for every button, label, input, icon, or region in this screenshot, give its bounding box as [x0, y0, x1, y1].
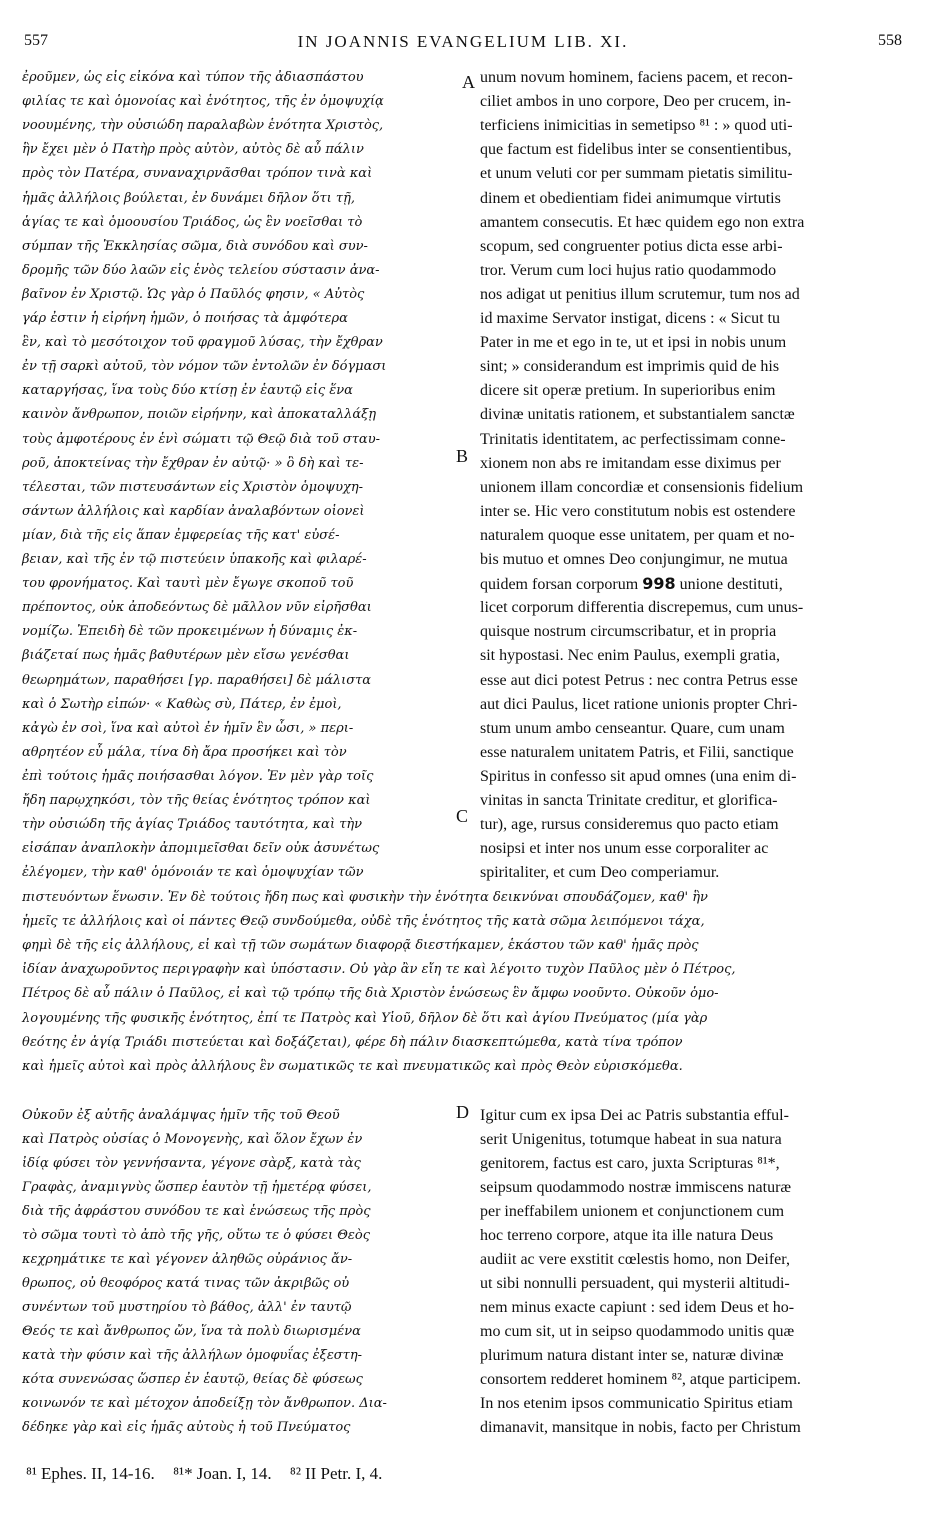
latin-text-line: licet corporum differentia discrepemus, cum unus- [480, 599, 804, 617]
greek-text-line: κατὰ τὴν φύσιν καὶ τῆς ἀλλήλων ὁμοφυΐας ἐξεστη- [22, 1348, 363, 1363]
greek-text-line: νοουμένης, τὴν οὐσιώδη παραλαβὼν ἑνότητα Χριστὸς, [22, 118, 384, 134]
greek-text-line: καινὸν ἄνθρωπον, ποιῶν εἰρήνην, καὶ ἀποκαταλλάξῃ [22, 407, 377, 423]
latin-text-line: sit hypostasi. Nec enim Paulus, exempli gratia, [480, 647, 780, 665]
latin-text-line: nos adigat ut penitius illum scrutemur, tum nos ad [480, 285, 800, 303]
latin-text-line: nem minus exacte capiunt : sed idem Deus et ho- [480, 1299, 795, 1316]
section-marker-c: C [456, 806, 469, 826]
greek-text-line: λογουμένης τῆς φυσικῆς ἑνότητος, ἐπί τε Πατρὸς καὶ Υἱοῦ, δῆλον δὲ ὅτι καὶ ἁγίου Πνεύματος (μία γὰρ [22, 1010, 708, 1026]
greek-text-line: ἰδίαν ἀναχωροῦντος περιγραφὴν καὶ ὑπόστασιν. Οὐ γὰρ ἂν εἴη τε καὶ λέγοιτο τυχὸν Παῦλος μὲν ὁ Πέτρος, [22, 962, 736, 978]
latin-text-line: Igitur cum ex ipsa Dei ac Patris substantia efful- [480, 1107, 789, 1124]
footnote-mark: ⁸¹ [26, 1464, 38, 1483]
latin-text-line: dimanavit, mansitque in nobis, facto per Christum [480, 1419, 801, 1436]
greek-text-line: θρωπος, οὐ θεοφόρος κατά τινας τῶν ἀκριβῶς οὐ [22, 1276, 350, 1291]
latin-text-line: Trinitatis identitatem, ac perfectissimam conne- [480, 430, 786, 448]
greek-text-line: ἤδη παρῳχηκόσι, τὸν τῆς θείας ἑνότητος τρόπον καὶ [22, 793, 371, 808]
greek-text-line: ἣν ἔχει μὲν ὁ Πατὴρ πρὸς αὐτὸν, αὐτὸς δὲ αὖ πάλιν [22, 142, 364, 158]
latin-text-line: mo cum sit, ut in seipso quodammodo unitis quæ [480, 1323, 795, 1340]
greek-text-line: κοινωνόν τε καὶ μέτοχον ἀποδείξῃ τὸν ἄνθρωπον. Δια- [22, 1396, 387, 1411]
greek-text-line: δέδηκε γὰρ καὶ εἰς ἡμᾶς αὐτοὺς ἡ τοῦ Πνεύματος [22, 1420, 351, 1435]
greek-text-line: καὶ Πατρὸς οὐσίας ὁ Μονογενὴς, καὶ ὅλον ἔχων ἐν [22, 1132, 363, 1147]
greek-text-line: σύμπαν τῆς Ἐκκλησίας σῶμα, διὰ συνόδου καὶ συν- [22, 238, 368, 254]
latin-text-line: plurimum natura distant inter se, naturæ divinæ [480, 1347, 784, 1364]
greek-text-line: τὴν οὐσιώδη τῆς ἁγίας Τριάδος ταυτότητα, καὶ τὴν [22, 817, 363, 833]
latin-text-line: bis mutuo et omnes Deo conjungimur, ne mutua [480, 551, 788, 568]
greek-text-line: βαῖνον ἐν Χριστῷ. Ὡς γὰρ ὁ Παῦλός φησιν, « Αὐτὸς [22, 286, 365, 302]
greek-text-line: Θεός τε καὶ ἄνθρωπος ὤν, ἵνα τὰ πολὺ διωρισμένα [22, 1324, 361, 1339]
greek-text-line: συνέντων τοῦ μυστηρίου τὸ βάθος, ἀλλ' ἐν ταυτῷ [22, 1300, 352, 1315]
footnote-text: Joan. I, 14. [196, 1464, 272, 1483]
latin-text-line: unum novum hominem, faciens pacem, et recon- [480, 69, 793, 86]
greek-text-line: δρομῆς τῶν δύο λαῶν εἰς ἑνὸς τελείου σύστασιν ἀνα- [22, 262, 380, 278]
greek-text-line: ἡμεῖς τε ἀλλήλοις καὶ οἱ πάντες Θεῷ συνδούμεθα, οὐδὲ τῆς ἑνότητος τῆς κατὰ σῶμα λειπόμενοι τάχα, [22, 914, 705, 930]
footnote-mark: ⁸¹* [173, 1464, 193, 1483]
greek-text-line: ἁγίας τε καὶ ὁμοουσίου Τριάδος, ὡς ἓν νοεῖσθαι τὸ [22, 214, 363, 230]
footnote-text: II Petr. I, 4. [304, 1464, 383, 1483]
latin-text-line: audiit ac vere exstitit cœlestis homo, non Deifer, [480, 1251, 790, 1268]
latin-text-line: Pater in me et ego in te, ut et ipsi in nobis unum [480, 334, 787, 352]
latin-text-line: genitorem, factus est caro, juxta Scripturas ⁸¹*, [480, 1155, 780, 1172]
latin-text-line: sint; » considerandum est imprimis quid de his [480, 358, 780, 376]
latin-text-line: ciliet ambos in uno corpore, Deo per crucem, in- [480, 93, 791, 111]
latin-text-line: spiritaliter, et cum Deo comperiamur. [480, 864, 720, 882]
greek-text-line: τοὺς ἀμφοτέρους ἐν ἑνὶ σώματι τῷ Θεῷ διὰ τοῦ σταυ- [22, 431, 381, 447]
latin-text-line: hoc terreno corpore, atque ita ille natura Deus [480, 1227, 774, 1244]
latin-text-line: quidem forsan corporum 998 unione destituti, [480, 574, 783, 594]
latin-text-line: inter se. Hic vero constitutum nobis est ostendere [480, 502, 796, 520]
latin-text-line: per ineffabilem unionem et conjunctionem cum [480, 1203, 785, 1220]
greek-text-line: κεχρημάτικε τε καὶ γέγονεν ἀληθῶς οὐράνιος ἄν- [22, 1252, 353, 1267]
latin-text-line: stum unum ambo censeantur. Quare, cum unam [480, 719, 785, 737]
section-marker-d: D [456, 1102, 469, 1122]
greek-text-line: αθρητέον εὖ μάλα, τίνα δὴ ἄρα προσήκει καὶ τὸν [22, 744, 347, 760]
greek-text-line: πιστευόντων ἕνωσιν. Ἐν δὲ τούτοις ἤδη πως καὶ φυσικὴν τὴν ἑνότητα δεικνύναι σπουδάζομεν, καθ' ἣν [22, 890, 708, 905]
latin-text-line: esse naturalem unitatem Patris, et Filii, sanctique [480, 743, 794, 761]
greek-text-line: Πέτρος δὲ αὖ πάλιν ὁ Παῦλος, εἰ καὶ τῷ τρόπῳ τῆς διὰ Χριστὸν ἑνώσεως ἓν ἄμφω νοοῦντο. Οὐκοῦν ὁμο- [22, 986, 719, 1002]
latin-text-line: naturalem quoque esse unitatem, per quam et no- [480, 526, 795, 544]
section-marker-a: A [462, 72, 475, 92]
greek-text-line: καὶ ἡμεῖς αὐτοὶ καὶ πρὸς ἀλλήλους ἓν σωματικῶς τε καὶ πνευματικῶς καὶ πρὸς Θεὸν εὑρισκόμεθα. [22, 1058, 683, 1074]
running-title: IN JOANNIS EVANGELIUM LIB. XI. [297, 32, 629, 51]
latin-text-line: tror. Verum cum loci hujus ratio quodammodo [480, 261, 777, 279]
greek-text-line: γάρ ἐστιν ἡ εἰρήνη ἡμῶν, ὁ ποιήσας τὰ ἀμφότερα [22, 311, 348, 326]
latin-text-line: In nos etenim ipsos communicatio Spiritus etiam [480, 1395, 793, 1412]
greek-text-line: κότα συνενώσας ὥσπερ ἐν ἑαυτῷ, θείας δὲ φύσεως [22, 1372, 363, 1387]
greek-text-line: καὶ ὁ Σωτὴρ εἰπών· « Καθὼς σὺ, Πάτερ, ἐν ἐμοὶ, [22, 696, 342, 712]
greek-text-line: σάντων ἀλλήλοις καὶ καρδίαν ἀναλαβόντων οἱονεὶ [22, 503, 365, 519]
latin-text-line: dicere sit operæ pretium. In superioribus enim [480, 382, 776, 400]
latin-text-line: vinitas in sancta Trinitate creditur, et glorifica- [480, 792, 778, 809]
latin-text-line: divinæ unitatis rationem, et substantialem sanctæ [480, 406, 795, 424]
greek-text-line: μίαν, διὰ τῆς εἰς ἅπαν ἐμφερείας τῆς κατ' εὐσέ- [22, 527, 340, 543]
right-page-number: 558 [878, 32, 902, 49]
latin-text-line: nosipsi et inter nos unum esse corporaliter ac [480, 840, 769, 858]
greek-text-line: Οὐκοῦν ἐξ αὐτῆς ἀναλάμψας ἡμῖν τῆς τοῦ Θεοῦ [22, 1108, 340, 1123]
latin-text-line: xionem non abs re imitandam esse diximus per [480, 454, 781, 472]
greek-text-line: νομίζω. Ἐπειδὴ δὲ τῶν προκειμένων ἡ δύναμις ἐκ- [22, 624, 358, 640]
latin-text-line: aut dici Paulus, licet ratione unionis propter Chri- [480, 695, 798, 713]
greek-text-line: ἡμᾶς ἀλλήλοις βούλεται, ἐν δυνάμει δῆλον ὅτι τῇ, [22, 190, 355, 206]
greek-text-line: Γραφὰς, ἀναμιγνὺς ὥσπερ ἑαυτὸν τῇ ἡμετέρᾳ φύσει, [22, 1180, 372, 1195]
greek-text-line: εἰσάπαν ἀναπλοκὴν ἀπομιμεῖσθαι δεῖν οὐκ ἀσυνέτως [22, 841, 380, 857]
latin-text-line: seipsum quodammodo nostræ immiscens naturæ [480, 1179, 792, 1196]
greek-text-line: ἰδίᾳ φύσει τὸν γεννήσαντα, γέγονε σὰρξ, κατὰ τὰς [22, 1156, 361, 1171]
latin-text-line: terficiens inimicitias in semetipso ⁸¹ : » quod uti- [480, 117, 793, 135]
section-marker-b: B [456, 446, 469, 466]
latin-text-line: dinem et obedientiam fidei animumque virtutis [480, 189, 781, 207]
latin-text-line: esse aut dici potest Petrus : nec contra Petrus esse [480, 671, 798, 689]
column-number: 998 [642, 574, 676, 594]
greek-text-line: τέλεσται, τῶν πιστευσάντων εἰς Χριστὸν ὁμοψυχη- [22, 479, 364, 495]
greek-text-line: βιάζεταί πως ἡμᾶς βαθυτέρων μὲν εἴσω γενέσθαι [22, 648, 350, 664]
greek-text-line: βειαν, καὶ τῆς ἐν τῷ πιστεύειν ὑπακοῆς καὶ φιλαρέ- [22, 552, 367, 567]
greek-text-line: διὰ τῆς ἀφράστου συνόδου τε καὶ ἑνώσεως τῆς πρὸς [22, 1204, 371, 1219]
greek-text-line: καταργήσας, ἵνα τοὺς δύο κτίσῃ ἐν ἑαυτῷ εἰς ἕνα [22, 383, 353, 399]
left-page-number: 557 [24, 32, 48, 49]
page-header [0, 0, 926, 60]
latin-text-line: amantem consecutis. Et hæc quidem ego non extra [480, 213, 805, 231]
greek-text-line: κἀγὼ ἐν σοὶ, ἵνα καὶ αὐτοὶ ἐν ἡμῖν ἓν ὦσι, » περι- [22, 720, 354, 736]
latin-text-line: et unum veluti cor per summam pietatis similitu- [480, 165, 793, 183]
greek-text-line: ἐν τῇ σαρκὶ αὐτοῦ, τὸν νόμον τῶν ἐντολῶν ἐν δόγμασι [22, 359, 387, 375]
latin-text-line: Spiritus in confesso sit apud omnes (una enim di- [480, 767, 797, 785]
latin-text-line: que factum est fidelibus inter se consentientibus, [480, 141, 792, 159]
greek-text-line: φιλίας τε καὶ ὁμονοίας καὶ ἑνότητος, τῆς ἐν ὁμοψυχίᾳ [22, 94, 384, 110]
footnote-mark: ⁸² [289, 1464, 301, 1483]
greek-text-line: του φρονήματος. Καὶ ταυτὶ μὲν ἔγωγε σκοποῦ τοῦ [22, 576, 354, 592]
greek-text-line: φημὶ δὲ τῆς εἰς ἀλλήλους, εἰ καὶ τῇ τῶν σωμάτων διαφορᾷ διεστήκαμεν, ἑκάστου τῶν καθ' ἡμᾶς πρὸς [22, 938, 699, 954]
latin-text-line: serit Unigenitus, totumque habeat in sua natura [480, 1131, 782, 1148]
latin-text-line: ut sibi nonnulli persuadent, qui mysterii altitudi- [480, 1275, 790, 1292]
footnote-text: Ephes. II, 14-16. [41, 1464, 155, 1483]
greek-text-line: πρὸς τὸν Πατέρα, συναναχιρνᾶσθαι τρόπον τινὰ καὶ [22, 166, 373, 182]
latin-text-line: quisque nostrum circumscribatur, et in propria [480, 623, 777, 641]
latin-text-line: id maxime Servator instigat, dicens : « Sicut tu [480, 310, 780, 327]
greek-text-line: πρέποντος, οὐκ ἀποδεόντως δὲ μᾶλλον νῦν εἰρῆσθαι [22, 600, 372, 616]
footnotes [26, 1464, 396, 1484]
latin-text-fragment: unione destituti, [675, 576, 783, 594]
latin-text-line: consortem redderet hominem ⁸², atque participem. [480, 1371, 801, 1388]
greek-text-line: ροῦ, ἀποκτείνας τὴν ἔχθραν ἐν αὐτῷ· » ὃ δὴ καὶ τε- [22, 455, 364, 471]
latin-text-line: scopum, sed congruenter potius dicta esse arbi- [480, 237, 783, 255]
greek-text-line: ἓν, καὶ τὸ μεσότοιχον τοῦ φραγμοῦ λύσας, τὴν ἔχθραν [22, 335, 383, 351]
latin-text-line: unionem illam concordiæ et consensionis fidelium [480, 478, 804, 496]
latin-text-line: tur), age, rursus consideremus quo pacto etiam [480, 816, 779, 834]
greek-text-line: ἐροῦμεν, ὡς εἰς εἰκόνα καὶ τύπον τῆς ἀδιασπάστου [22, 70, 364, 85]
greek-text-line: θεωρημάτων, παραθήσει [γρ. παραθήσει] δὲ μάλιστα [22, 672, 372, 688]
greek-text-line: θεότης ἐν ἁγίᾳ Τριάδι πιστεύεται καὶ δοξάζεται), φέρε δὴ πάλιν διασκεπτώμεθα, κατὰ τίνα τρόπον [22, 1034, 683, 1050]
greek-text-line: τὸ σῶμα τουτὶ τὸ ἀπὸ τῆς γῆς, οὕτω τε ὁ φύσει Θεὸς [22, 1228, 370, 1243]
greek-text-line: ἐλέγομεν, τὴν καθ' ὁμόνοιάν τε καὶ ὁμοψυχίαν τῶν [22, 865, 364, 881]
greek-text-line: ἐπὶ τούτοις ἡμᾶς ποιήσασθαι λόγον. Ἐν μὲν γὰρ τοῖς [22, 768, 374, 784]
